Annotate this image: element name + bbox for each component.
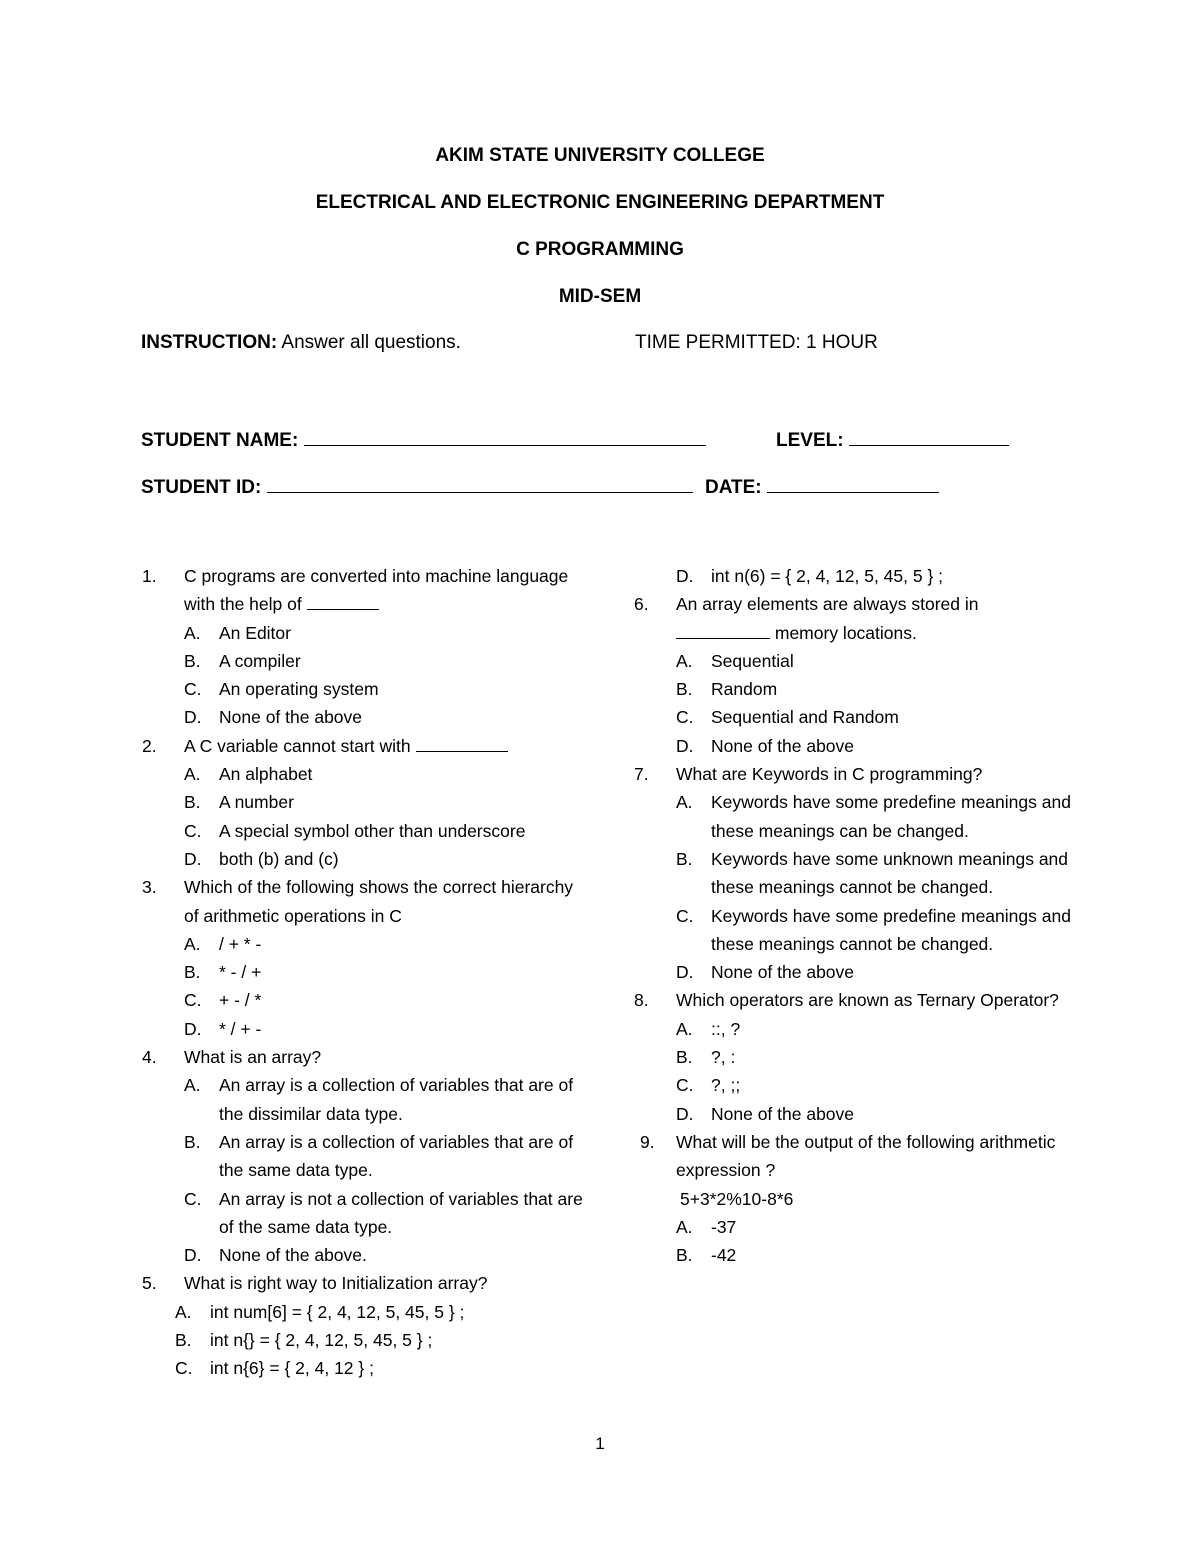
level-field[interactable]: [776, 425, 1009, 453]
option-letter: A.: [184, 933, 201, 954]
date-blank[interactable]: [767, 472, 939, 493]
option-letter: B.: [184, 792, 201, 813]
question-text: C programs are converted into machine language with the help of: [184, 566, 569, 615]
question-number: 7.: [634, 764, 649, 785]
option[interactable]: [142, 788, 587, 816]
option-text: Keywords have some predefine meanings and these meanings can be changed.: [711, 792, 1071, 841]
option-text: Keywords have some predefine meanings and these meanings cannot be changed.: [711, 905, 1071, 954]
option-text: Sequential: [711, 650, 794, 671]
option-letter: C.: [676, 707, 694, 728]
option[interactable]: [634, 788, 1074, 845]
date-label: DATE:: [705, 477, 762, 498]
option-letter: D.: [676, 962, 694, 983]
option-letter: A.: [184, 622, 201, 643]
option[interactable]: [634, 675, 1074, 703]
option-letter: B.: [676, 1245, 693, 1266]
option-letter: D.: [184, 1018, 202, 1039]
option[interactable]: [142, 845, 587, 873]
option-text: None of the above: [219, 707, 363, 728]
left-column: [142, 562, 587, 1383]
option[interactable]: [142, 1128, 587, 1185]
question-number: 4.: [142, 1047, 157, 1068]
option-text: -42: [711, 1245, 737, 1266]
option[interactable]: [142, 703, 587, 731]
question-1: [142, 562, 587, 619]
question-number: 2.: [142, 735, 157, 756]
question-5: [142, 1269, 587, 1297]
instruction-text: Answer all questions.: [281, 332, 461, 353]
option-text: None of the above: [711, 1103, 855, 1124]
option-text: * - / +: [219, 962, 262, 983]
option-letter: D.: [676, 735, 694, 756]
option-letter: A.: [676, 1018, 693, 1039]
option-text: int n{} = { 2, 4, 12, 5, 45, 5 } ;: [210, 1330, 433, 1351]
option[interactable]: [634, 902, 1074, 959]
option-letter: C.: [676, 1075, 694, 1096]
option[interactable]: [142, 958, 587, 986]
option-text: A number: [219, 792, 294, 813]
option-letter: B.: [184, 650, 201, 671]
question-8: [634, 986, 1074, 1014]
option-text: int num[6] = { 2, 4, 12, 5, 45, 5 } ;: [210, 1301, 465, 1322]
option-text: An array is not a collection of variables that are of the same data type.: [219, 1188, 583, 1237]
option-text: An array is a collection of variables that are of the same data type.: [219, 1131, 574, 1181]
option[interactable]: [142, 1298, 587, 1326]
option-text: None of the above: [711, 962, 855, 983]
option-letter: B.: [676, 848, 693, 869]
option[interactable]: [634, 562, 1074, 590]
option[interactable]: [634, 703, 1074, 731]
option-text: A compiler: [219, 650, 301, 671]
question-text: What is right way to Initialization array?: [184, 1273, 488, 1294]
question-number: 8.: [634, 990, 649, 1011]
page-number: 1: [595, 1434, 605, 1453]
option-text: ?, :: [711, 1047, 736, 1068]
student-name-field[interactable]: [141, 425, 706, 453]
option-text: ?, ;;: [711, 1075, 741, 1096]
option-letter: B.: [175, 1330, 192, 1351]
option[interactable]: [142, 1241, 587, 1269]
option[interactable]: [142, 647, 587, 675]
student-name-label: STUDENT NAME:: [141, 430, 299, 451]
question-text: Which of the following shows the correct hierarchy of arithmetic operations in C: [184, 877, 574, 926]
exam-title: MID-SEM: [558, 286, 642, 307]
option[interactable]: [142, 675, 587, 703]
option-letter: B.: [676, 1047, 693, 1068]
question-text: What will be the output of the following arithmetic expression ?: [676, 1131, 1056, 1181]
question-text: A C variable cannot start with: [184, 735, 411, 756]
option-text: None of the above: [711, 735, 855, 756]
question-number: 3.: [142, 877, 157, 898]
option[interactable]: [142, 930, 587, 958]
option[interactable]: [142, 1354, 587, 1382]
answer-blank[interactable]: [676, 622, 770, 639]
option-text: A special symbol other than underscore: [219, 820, 526, 841]
option[interactable]: [634, 845, 1074, 902]
level-blank[interactable]: [849, 425, 1009, 446]
date-field[interactable]: [705, 472, 939, 500]
option-letter: D.: [676, 1103, 694, 1124]
option-letter: C.: [676, 905, 694, 926]
option-text: An alphabet: [219, 764, 313, 785]
option-text: int n(6) = { 2, 4, 12, 5, 45, 5 } ;: [711, 566, 944, 586]
option-letter: A.: [676, 1216, 693, 1237]
option-text: + - / *: [219, 990, 262, 1011]
option-text: An operating system: [219, 679, 379, 700]
option[interactable]: [142, 1071, 587, 1128]
option-letter: A.: [676, 792, 693, 813]
option[interactable]: [142, 817, 587, 845]
level-label: LEVEL:: [776, 430, 844, 451]
option-text: int n{6} = { 2, 4, 12 } ;: [210, 1358, 374, 1379]
option-letter: A.: [184, 764, 201, 785]
question-2: [142, 732, 587, 760]
option[interactable]: [634, 1213, 1074, 1241]
option-text: An array is a collection of variables that are of the dissimilar data type.: [219, 1075, 574, 1124]
option-text: Keywords have some unknown meanings and these meanings cannot be changed.: [711, 848, 1069, 898]
option[interactable]: [634, 1043, 1074, 1071]
option-letter: C.: [184, 1188, 202, 1209]
time-line: [635, 331, 878, 355]
question-text-after: memory locations.: [774, 622, 917, 643]
time-label: TIME PERMITTED:: [635, 332, 801, 353]
option-letter: B.: [184, 962, 201, 983]
option-text: Random: [711, 679, 778, 700]
student-id-field[interactable]: [141, 472, 693, 500]
department-title: ELECTRICAL AND ELECTRONIC ENGINEERING DEPARTMENT: [315, 192, 885, 213]
option[interactable]: [142, 1015, 587, 1043]
option-text: both (b) and (c): [219, 848, 339, 869]
right-column: [634, 562, 1074, 1269]
question-text: Which operators are known as Ternary Operator?: [676, 990, 1059, 1011]
option-letter: B.: [676, 679, 693, 700]
question-text: What are Keywords in C programming?: [676, 764, 983, 785]
question-6: [634, 590, 1074, 647]
option[interactable]: [142, 1185, 587, 1242]
option-text: ::, ?: [711, 1018, 741, 1039]
option[interactable]: [634, 732, 1074, 760]
answer-blank[interactable]: [416, 735, 508, 752]
option[interactable]: [634, 1071, 1074, 1099]
question-number: 9.: [640, 1131, 655, 1152]
option-text: None of the above.: [219, 1245, 367, 1266]
option[interactable]: [634, 647, 1074, 675]
option-text: / + * -: [219, 933, 262, 954]
option-letter: C.: [175, 1358, 193, 1379]
option-letter: C.: [184, 820, 202, 841]
option-text: An Editor: [219, 622, 291, 643]
student-id-blank[interactable]: [267, 472, 693, 493]
option[interactable]: [142, 619, 587, 647]
option-letter: A.: [676, 650, 693, 671]
university-title: AKIM STATE UNIVERSITY COLLEGE: [435, 145, 765, 166]
option-letter: D.: [184, 848, 202, 869]
instruction-label: INSTRUCTION:: [141, 332, 278, 353]
option[interactable]: [634, 1015, 1074, 1043]
question-text: An array elements are always stored in: [676, 594, 979, 615]
time-value: 1 HOUR: [806, 332, 878, 353]
option-text: -37: [711, 1216, 737, 1237]
option-letter: C.: [184, 990, 202, 1011]
option[interactable]: [142, 986, 587, 1014]
option[interactable]: [634, 1241, 1074, 1269]
question-number: 6.: [634, 594, 649, 615]
question-number: 1.: [142, 566, 157, 586]
question-4: [142, 1043, 587, 1071]
question-3: [142, 873, 587, 930]
option[interactable]: [634, 1100, 1074, 1128]
answer-blank[interactable]: [307, 593, 379, 610]
question-text: What is an array?: [184, 1047, 322, 1068]
option-text: Sequential and Random: [711, 707, 899, 728]
option[interactable]: [142, 760, 587, 788]
instruction-line: [141, 331, 461, 355]
question-7: [634, 760, 1074, 788]
option-letter: A.: [175, 1301, 192, 1322]
question-9: [634, 1128, 1074, 1185]
option[interactable]: [634, 958, 1074, 986]
expression-line: 5+3*2%10-8*6: [680, 1188, 794, 1209]
option-letter: C.: [184, 679, 202, 700]
option-letter: A.: [184, 1075, 201, 1096]
option-letter: D.: [676, 566, 694, 586]
option[interactable]: [142, 1326, 587, 1354]
course-title: C PROGRAMMING: [516, 239, 684, 260]
option-letter: B.: [184, 1131, 201, 1152]
student-name-blank[interactable]: [304, 425, 706, 446]
option-letter: D.: [184, 1245, 202, 1266]
option-text: * / + -: [219, 1018, 262, 1039]
option-letter: D.: [184, 707, 202, 728]
student-id-label: STUDENT ID:: [141, 477, 262, 498]
question-number: 5.: [142, 1273, 157, 1294]
